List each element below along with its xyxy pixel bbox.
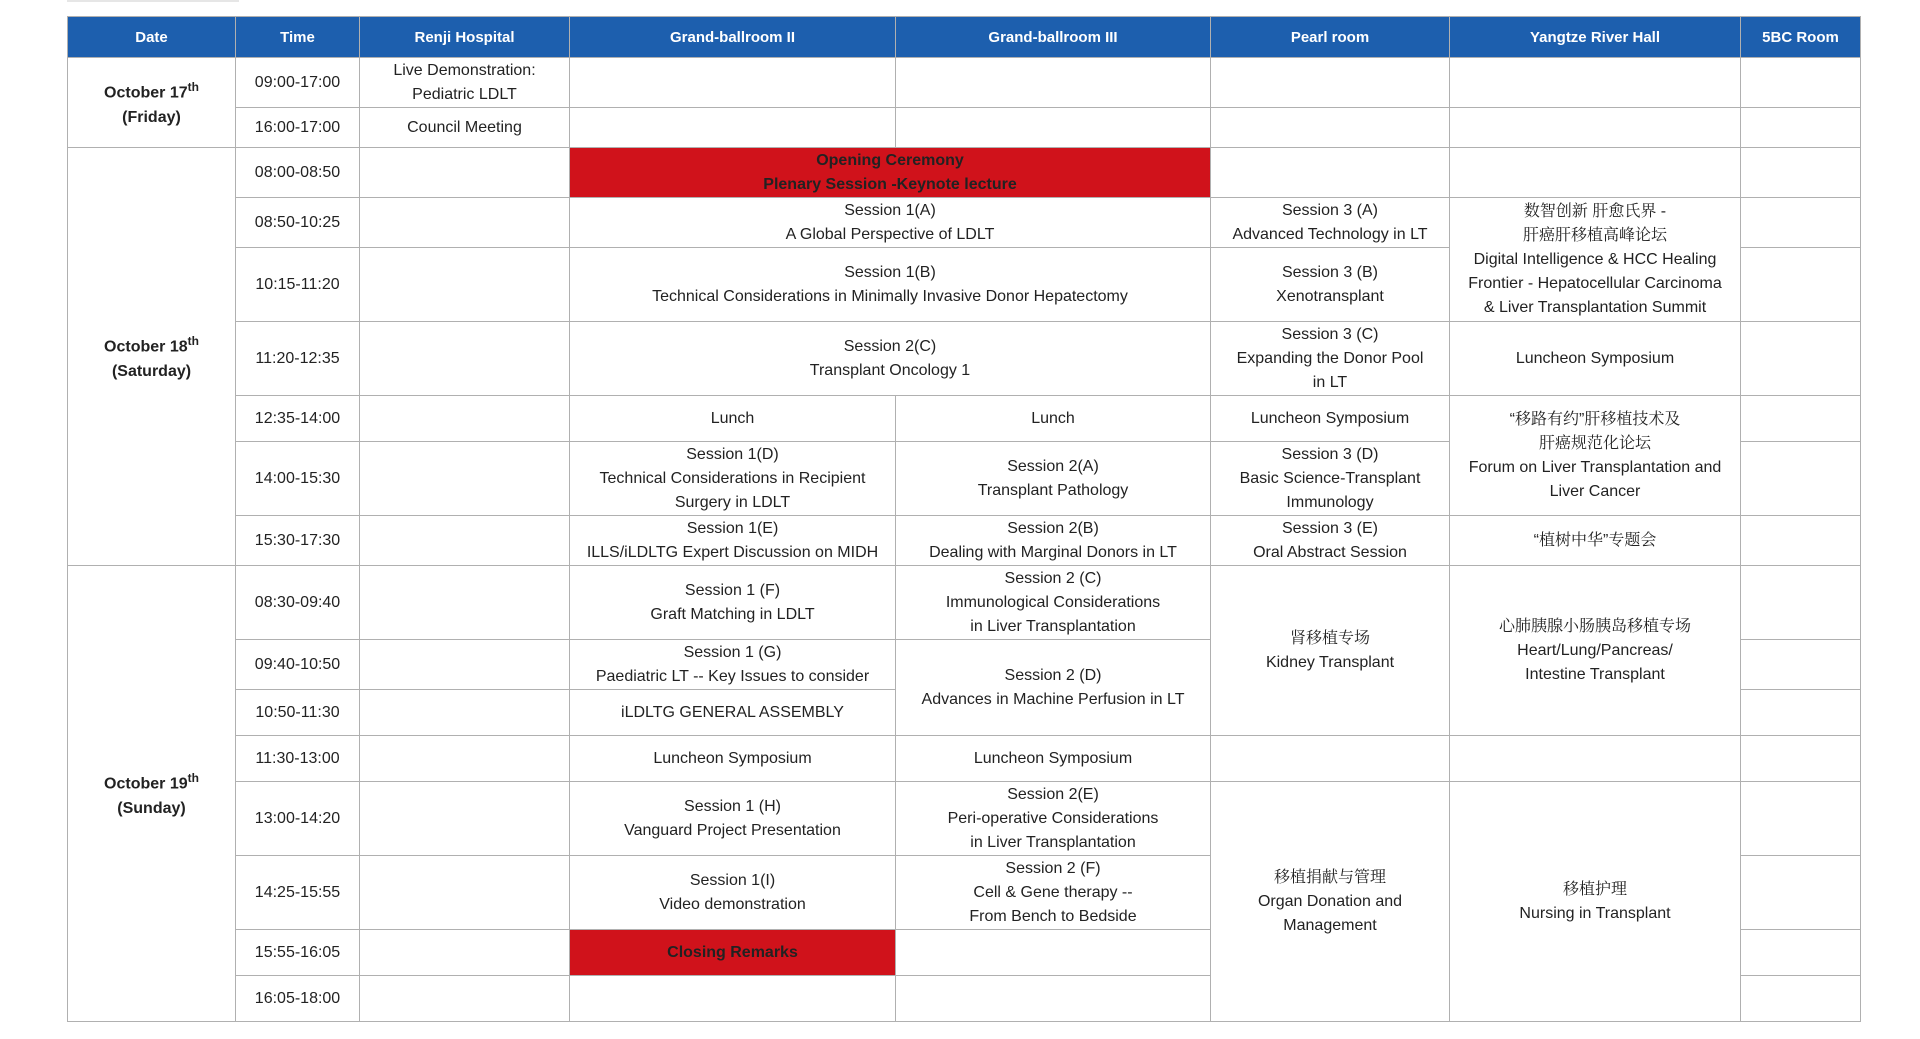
session-line: Video demonstration bbox=[659, 895, 806, 913]
closing-remarks: Closing Remarks bbox=[570, 930, 896, 976]
heart-lung-transplant bbox=[1450, 566, 1741, 736]
session-line: Session 1 (G) bbox=[683, 643, 782, 661]
session-1g bbox=[570, 640, 896, 690]
empty-cell bbox=[896, 930, 1211, 976]
empty-cell bbox=[1450, 148, 1741, 198]
empty-cell bbox=[360, 856, 570, 930]
session-line: Session 2(B) bbox=[1007, 519, 1099, 537]
table-row bbox=[68, 736, 1861, 782]
empty-cell bbox=[360, 516, 570, 566]
session-line: Session 3 (B) bbox=[1281, 263, 1379, 281]
yangtze-luncheon-symposium: Luncheon Symposium bbox=[1450, 322, 1741, 396]
empty-cell bbox=[1741, 442, 1861, 516]
session-line: Surgery in LDLT bbox=[674, 493, 791, 511]
time-slot: 08:00-08:50 bbox=[236, 148, 360, 198]
empty-cell bbox=[360, 198, 570, 248]
schedule-table bbox=[67, 16, 1861, 1022]
session-line: Plenary Session -Keynote lecture bbox=[763, 175, 1017, 193]
date-suffix: th bbox=[187, 771, 199, 786]
table-row bbox=[68, 516, 1861, 566]
empty-cell bbox=[896, 58, 1211, 108]
empty-cell bbox=[570, 108, 896, 148]
header-grand-ballroom-2: Grand-ballroom II bbox=[570, 17, 896, 58]
time-slot: 11:30-13:00 bbox=[236, 736, 360, 782]
date-suffix: th bbox=[187, 334, 199, 349]
empty-cell bbox=[896, 976, 1211, 1022]
nursing-in-transplant bbox=[1450, 782, 1741, 1022]
session-line: Session 2(A) bbox=[1007, 457, 1099, 475]
time-slot: 10:15-11:20 bbox=[236, 248, 360, 322]
pearl-luncheon-symposium: Luncheon Symposium bbox=[1211, 396, 1450, 442]
time-slot: 11:20-12:35 bbox=[236, 322, 360, 396]
time-slot: 09:40-10:50 bbox=[236, 640, 360, 690]
empty-cell bbox=[360, 640, 570, 690]
time-slot: 16:05-18:00 bbox=[236, 976, 360, 1022]
empty-cell bbox=[1741, 640, 1861, 690]
empty-cell bbox=[360, 736, 570, 782]
header-date: Date bbox=[68, 17, 236, 58]
session-line: in LT bbox=[1312, 373, 1348, 391]
session-1e bbox=[570, 516, 896, 566]
empty-cell bbox=[1741, 690, 1861, 736]
table-row bbox=[68, 198, 1861, 248]
session-line: 肾移植专场 bbox=[1289, 629, 1370, 647]
session-line: Live Demonstration: bbox=[393, 61, 536, 79]
empty-cell bbox=[360, 148, 570, 198]
lunch-ballroom-2: Lunch bbox=[570, 396, 896, 442]
session-2a bbox=[896, 442, 1211, 516]
header-pearl-room: Pearl room bbox=[1211, 17, 1450, 58]
table-row bbox=[68, 58, 1861, 108]
session-line: Frontier - Hepatocellular Carcinoma bbox=[1468, 274, 1722, 292]
session-1d bbox=[570, 442, 896, 516]
empty-cell bbox=[1741, 322, 1861, 396]
luncheon-ballroom-3: Luncheon Symposium bbox=[896, 736, 1211, 782]
lunch-ballroom-3: Lunch bbox=[896, 396, 1211, 442]
header-row bbox=[68, 17, 1861, 58]
session-2d bbox=[896, 640, 1211, 736]
session-line: Session 3 (D) bbox=[1281, 445, 1379, 463]
session-line: Forum on Liver Transplantation and bbox=[1468, 458, 1722, 476]
empty-cell bbox=[1741, 976, 1861, 1022]
session-line: Peri-operative Considerations bbox=[947, 809, 1159, 827]
session-line: Technical Considerations in Recipient bbox=[599, 469, 866, 487]
session-line: 心肺胰腺小肠胰岛移植专场 bbox=[1498, 617, 1691, 635]
session-line: 移植捐献与管理 bbox=[1273, 868, 1386, 886]
session-2f bbox=[896, 856, 1211, 930]
empty-cell bbox=[1741, 108, 1861, 148]
session-line: Session 3 (A) bbox=[1281, 201, 1379, 219]
session-line: “移路有约”肝移植技术及 bbox=[1509, 410, 1681, 428]
session-line: Session 2 (D) bbox=[1004, 666, 1102, 684]
empty-cell bbox=[1741, 516, 1861, 566]
session-line: Liver Cancer bbox=[1549, 482, 1641, 500]
session-line: Technical Considerations in Minimally Invasive Donor Hepatectomy bbox=[652, 287, 1128, 305]
empty-cell bbox=[360, 566, 570, 640]
empty-cell bbox=[360, 442, 570, 516]
empty-cell bbox=[896, 108, 1211, 148]
yangtze-forum bbox=[1450, 396, 1741, 516]
renji-council-meeting: Council Meeting bbox=[360, 108, 570, 148]
session-line: 肝癌规范化论坛 bbox=[1538, 434, 1651, 452]
time-slot: 12:35-14:00 bbox=[236, 396, 360, 442]
empty-cell bbox=[1741, 198, 1861, 248]
session-1i bbox=[570, 856, 896, 930]
header-time: Time bbox=[236, 17, 360, 58]
empty-cell bbox=[1741, 782, 1861, 856]
session-line: Kidney Transplant bbox=[1265, 653, 1395, 671]
empty-cell bbox=[1741, 930, 1861, 976]
session-line: Xenotransplant bbox=[1276, 287, 1384, 305]
session-line: Oral Abstract Session bbox=[1253, 543, 1407, 561]
date-suffix: th bbox=[187, 80, 199, 95]
session-line: Immunology bbox=[1286, 493, 1374, 511]
session-line: Session 1(B) bbox=[844, 263, 936, 281]
empty-cell bbox=[360, 782, 570, 856]
session-line: Heart/Lung/Pancreas/ bbox=[1517, 641, 1673, 659]
session-line: Paediatric LT -- Key Issues to consider bbox=[595, 667, 870, 685]
date-oct-17 bbox=[68, 58, 236, 148]
date-oct-18 bbox=[68, 148, 236, 566]
session-line: 移植护理 bbox=[1562, 880, 1627, 898]
session-line: Advances in Machine Perfusion in LT bbox=[921, 690, 1185, 708]
empty-cell bbox=[1741, 566, 1861, 640]
session-line: 肝癌肝移植高峰论坛 bbox=[1522, 226, 1667, 244]
session-line: Opening Ceremony bbox=[816, 151, 964, 169]
time-slot: 13:00-14:20 bbox=[236, 782, 360, 856]
empty-cell bbox=[360, 690, 570, 736]
organ-donation bbox=[1211, 782, 1450, 1022]
empty-cell bbox=[360, 248, 570, 322]
empty-cell bbox=[570, 58, 896, 108]
session-line: Organ Donation and bbox=[1257, 892, 1403, 910]
renji-live-demonstration bbox=[360, 58, 570, 108]
empty-cell bbox=[570, 976, 896, 1022]
empty-cell bbox=[1211, 148, 1450, 198]
header-renji-hospital: Renji Hospital bbox=[360, 17, 570, 58]
schedule-wrapper bbox=[67, 16, 1860, 1022]
session-line: Digital Intelligence & HCC Healing bbox=[1473, 250, 1717, 268]
session-line: Session 3 (C) bbox=[1281, 325, 1379, 343]
session-1h bbox=[570, 782, 896, 856]
session-1a bbox=[570, 198, 1211, 248]
empty-cell bbox=[360, 322, 570, 396]
session-line: Expanding the Donor Pool bbox=[1236, 349, 1424, 367]
session-3e bbox=[1211, 516, 1450, 566]
session-line: Dealing with Marginal Donors in LT bbox=[929, 543, 1177, 561]
session-1f bbox=[570, 566, 896, 640]
date-weekday: (Sunday) bbox=[117, 799, 186, 817]
session-line: Session 2 (C) bbox=[1004, 569, 1102, 587]
session-line: Nursing in Transplant bbox=[1519, 904, 1671, 922]
session-line: Session 1(D) bbox=[686, 445, 779, 463]
time-slot: 09:00-17:00 bbox=[236, 58, 360, 108]
empty-cell bbox=[1741, 396, 1861, 442]
session-2b bbox=[896, 516, 1211, 566]
table-row bbox=[68, 396, 1861, 442]
general-assembly: iLDLTG GENERAL ASSEMBLY bbox=[570, 690, 896, 736]
empty-cell bbox=[1450, 58, 1741, 108]
session-line: Vanguard Project Presentation bbox=[624, 821, 841, 839]
table-row bbox=[68, 782, 1861, 856]
date-label: October 17 bbox=[104, 84, 188, 102]
time-slot: 14:25-15:55 bbox=[236, 856, 360, 930]
table-row bbox=[68, 322, 1861, 396]
header-grand-ballroom-3: Grand-ballroom III bbox=[896, 17, 1211, 58]
date-weekday: (Friday) bbox=[122, 108, 181, 126]
session-line: Session 1(E) bbox=[686, 519, 779, 537]
empty-cell bbox=[360, 396, 570, 442]
session-2c bbox=[570, 322, 1211, 396]
header-yangtze-river-hall: Yangtze River Hall bbox=[1450, 17, 1741, 58]
session-line: Session 1 (H) bbox=[684, 797, 781, 815]
session-line: Graft Matching in LDLT bbox=[650, 605, 815, 623]
date-label: October 18 bbox=[104, 338, 188, 356]
session-line: Session 2 (F) bbox=[1005, 859, 1101, 877]
session-line: Session 1(A) bbox=[844, 201, 936, 219]
empty-cell bbox=[1741, 736, 1861, 782]
empty-cell bbox=[1741, 58, 1861, 108]
session-line: Intestine Transplant bbox=[1525, 665, 1665, 683]
time-slot: 14:00-15:30 bbox=[236, 442, 360, 516]
time-slot: 10:50-11:30 bbox=[236, 690, 360, 736]
session-line: Transplant Pathology bbox=[977, 481, 1129, 499]
empty-cell bbox=[1211, 58, 1450, 108]
session-line: Basic Science-Transplant bbox=[1239, 469, 1421, 487]
empty-cell bbox=[1741, 248, 1861, 322]
table-row bbox=[68, 566, 1861, 640]
session-line: Management bbox=[1283, 916, 1377, 934]
session-1b bbox=[570, 248, 1211, 322]
session-line: Session 2(C) bbox=[843, 337, 937, 355]
time-slot: 16:00-17:00 bbox=[236, 108, 360, 148]
session-3b bbox=[1211, 248, 1450, 322]
table-row bbox=[68, 108, 1861, 148]
date-label: October 19 bbox=[104, 775, 188, 793]
empty-cell bbox=[1741, 856, 1861, 930]
session-line: Session 2(E) bbox=[1007, 785, 1099, 803]
time-slot: 15:30-17:30 bbox=[236, 516, 360, 566]
empty-cell bbox=[360, 976, 570, 1022]
empty-cell bbox=[1450, 736, 1741, 782]
yangtze-summit bbox=[1450, 198, 1741, 322]
empty-cell bbox=[1450, 108, 1741, 148]
session-line: Transplant Oncology 1 bbox=[809, 361, 971, 379]
session-line: Cell & Gene therapy -- bbox=[973, 883, 1133, 901]
session-line: Session 1(I) bbox=[689, 871, 776, 889]
time-slot: 15:55-16:05 bbox=[236, 930, 360, 976]
session-line: in Liver Transplantation bbox=[970, 833, 1136, 851]
kidney-transplant bbox=[1211, 566, 1450, 736]
session-line: 数智创新 肝愈氏界 - bbox=[1523, 202, 1667, 220]
session-line: Advanced Technology in LT bbox=[1232, 225, 1428, 243]
empty-cell bbox=[1211, 108, 1450, 148]
opening-ceremony bbox=[570, 148, 1211, 198]
session-line: Immunological Considerations bbox=[945, 593, 1161, 611]
session-line: From Bench to Bedside bbox=[969, 907, 1137, 925]
session-line: Session 3 (E) bbox=[1281, 519, 1379, 537]
yangtze-zhishu-forum: “植树中华”专题会 bbox=[1450, 516, 1741, 566]
time-slot: 08:50-10:25 bbox=[236, 198, 360, 248]
empty-cell bbox=[1211, 736, 1450, 782]
session-line: in Liver Transplantation bbox=[970, 617, 1136, 635]
time-slot: 08:30-09:40 bbox=[236, 566, 360, 640]
empty-cell bbox=[360, 930, 570, 976]
empty-cell bbox=[1741, 148, 1861, 198]
session-line: & Liver Transplantation Summit bbox=[1483, 298, 1707, 316]
date-oct-19 bbox=[68, 566, 236, 1022]
session-3a bbox=[1211, 198, 1450, 248]
luncheon-ballroom-2: Luncheon Symposium bbox=[570, 736, 896, 782]
session-line: ILLS/iLDLTG Expert Discussion on MIDH bbox=[586, 543, 879, 561]
session-2c-immunology bbox=[896, 566, 1211, 640]
session-line: Session 1 (F) bbox=[684, 581, 781, 599]
session-3d bbox=[1211, 442, 1450, 516]
session-line: A Global Perspective of LDLT bbox=[785, 225, 995, 243]
session-line: Pediatric LDLT bbox=[412, 85, 517, 103]
session-3c bbox=[1211, 322, 1450, 396]
header-5bc-room: 5BC Room bbox=[1741, 17, 1861, 58]
date-weekday: (Saturday) bbox=[111, 362, 192, 380]
top-rule bbox=[67, 0, 239, 2]
session-2e bbox=[896, 782, 1211, 856]
table-row bbox=[68, 148, 1861, 198]
